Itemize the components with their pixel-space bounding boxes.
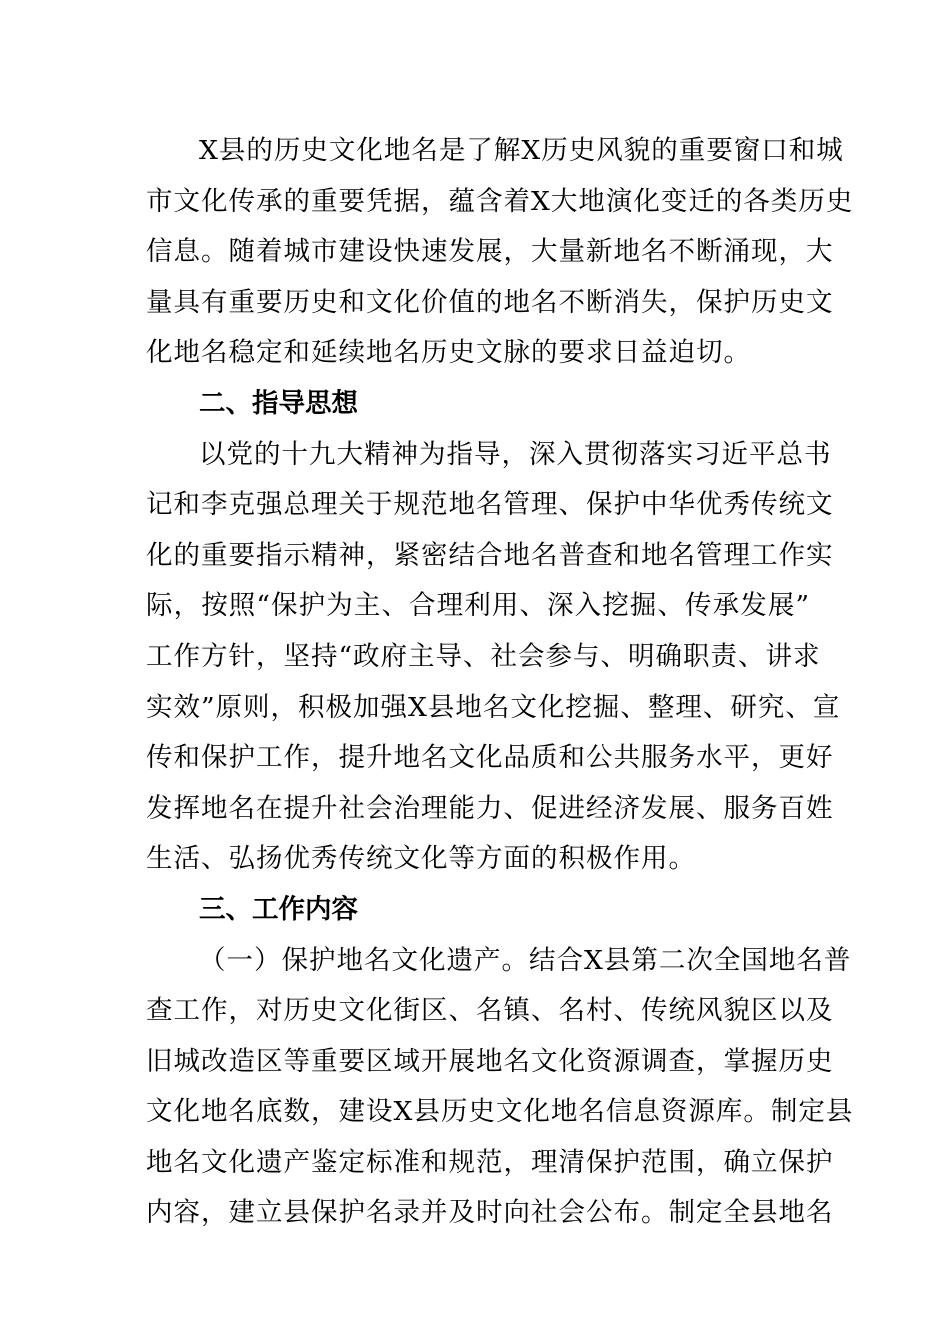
paragraph-1-line-3: 信息。随着城市建设快速发展，大量新地名不断涌现，大 xyxy=(146,236,834,268)
paragraph-2-line-5: 工作方针，坚持“政府主导、社会参与、明确职责、讲求 xyxy=(146,640,821,672)
paragraph-2-line-9: 生活、弘扬优秀传统文化等方面的积极作用。 xyxy=(146,843,696,875)
paragraph-2-line-2: 记和李克强总理关于规范地名管理、保护中华优秀传统文 xyxy=(146,489,834,521)
paragraph-3-line-1: （一）保护地名文化遗产。结合X县第二次全国地名普 xyxy=(199,944,852,976)
paragraph-2-line-4: 际，按照“保护为主、合理利用、深入挖掘、传承发展” xyxy=(146,590,810,622)
paragraph-3-line-2: 查工作，对历史文化街区、名镇、名村、传统风貌区以及 xyxy=(146,995,834,1027)
section-heading-work-content: 三、工作内容 xyxy=(199,893,358,925)
paragraph-2-line-7: 传和保护工作，提升地名文化品质和公共服务水平，更好 xyxy=(146,742,834,774)
paragraph-1-line-5: 化地名稳定和延续地名历史文脉的要求日益迫切。 xyxy=(146,337,751,369)
paragraph-1-line-2: 市文化传承的重要凭据，蕴含着X大地演化变迁的各类历史 xyxy=(146,185,854,217)
paragraph-2-line-1: 以党的十九大精神为指导，深入贯彻落实习近平总书 xyxy=(199,438,832,470)
section-heading-guiding-ideology: 二、指导思想 xyxy=(199,387,358,419)
paragraph-2-line-8: 发挥地名在提升社会治理能力、促进经济发展、服务百姓 xyxy=(146,792,834,824)
paragraph-3-line-3: 旧城改造区等重要区域开展地名文化资源调查，掌握历史 xyxy=(146,1045,834,1077)
paragraph-2-line-6: 实效”原则，积极加强X县地名文化挖掘、整理、研究、宣 xyxy=(146,691,841,723)
paragraph-1-line-1: X县的历史文化地名是了解X历史风貌的重要窗口和城 xyxy=(199,135,844,166)
paragraph-3-line-4: 文化地名底数，建设X县历史文化地名信息资源库。制定县 xyxy=(146,1096,854,1128)
paragraph-2-line-3: 化的重要指示精神，紧密结合地名普查和地名管理工作实 xyxy=(146,539,834,571)
document-body xyxy=(146,126,854,1239)
paragraph-3-line-6: 内容，建立县保护名录并及时向社会公布。制定全县地名 xyxy=(146,1197,834,1229)
paragraph-3-line-5: 地名文化遗产鉴定标准和规范，理清保护范围，确立保护 xyxy=(146,1146,834,1178)
paragraph-1-line-4: 量具有重要历史和文化价值的地名不断消失，保护历史文 xyxy=(146,286,834,318)
